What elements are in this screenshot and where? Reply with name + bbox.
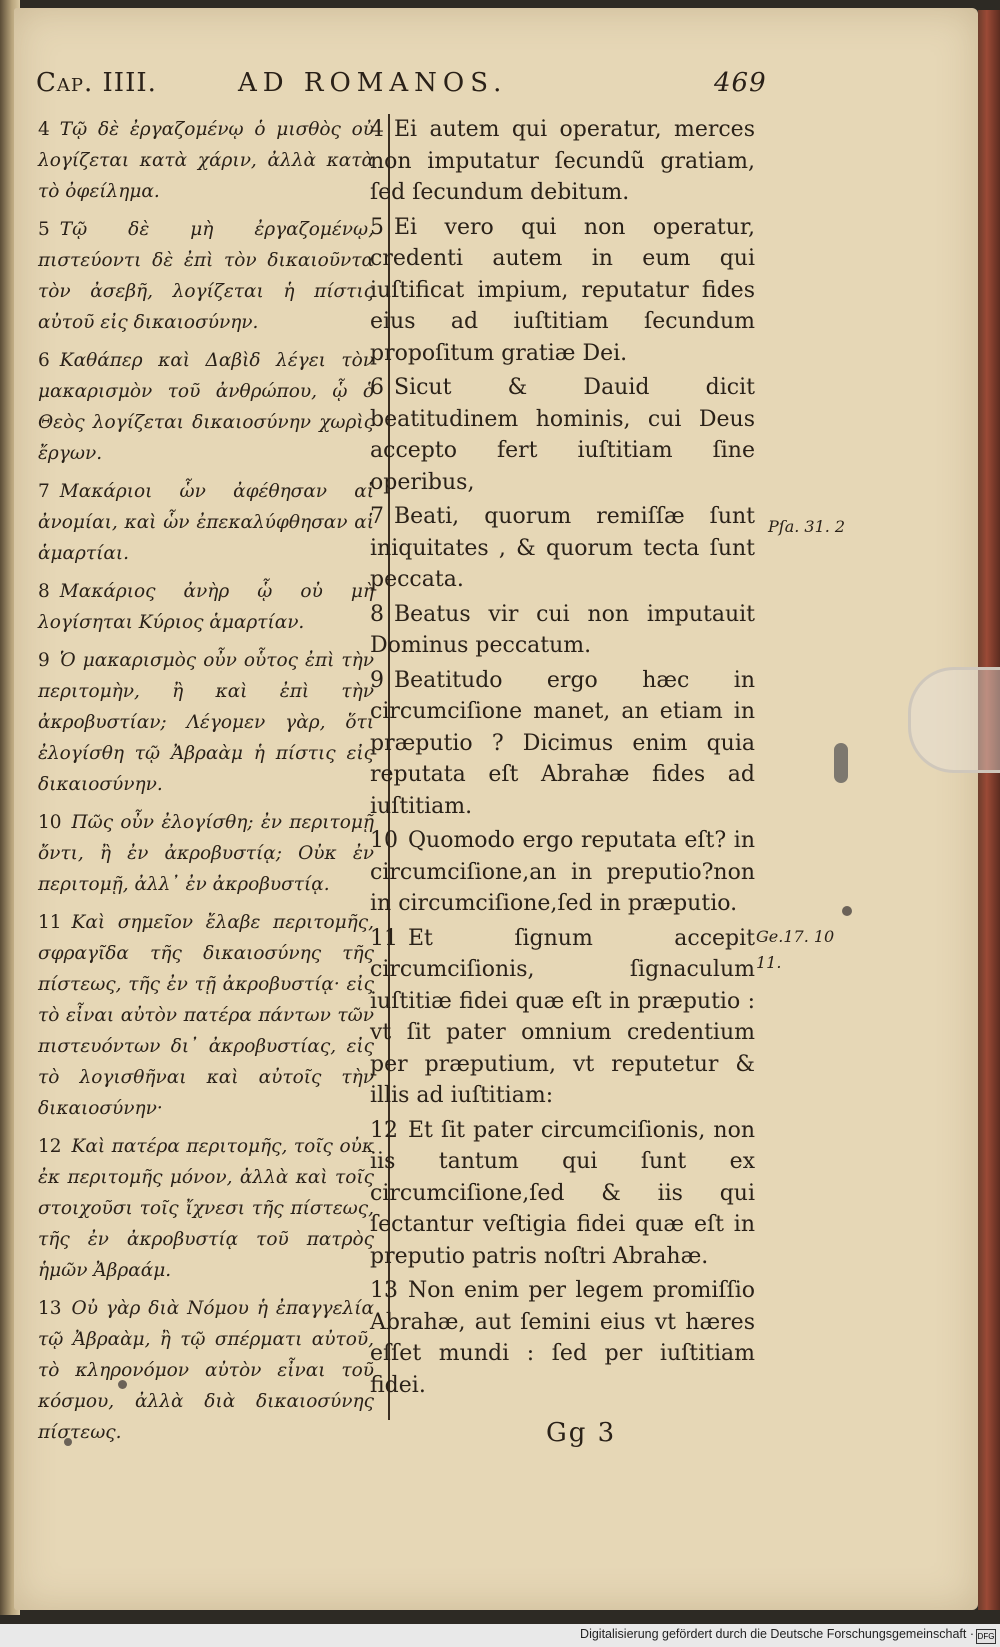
verse-text: Et ſit pater circumciſionis, non iis tantum qui ſunt ex circumciſione,ſed & iis qui ſectantur veſtigia fidei quæ eſt in preputio patris noſtri Abrahæ. (370, 1117, 755, 1269)
verse-text: Μακάριοι ὧν ἀφέθησαν αἱ ἀνομίαι, καὶ ὧν ἐπεκαλύφθησαν αἱ ἁμαρτίαι. (38, 481, 374, 564)
verse-text: Οὐ γὰρ διὰ Νόμου ἡ ἐπαγγελία τῷ Ἀβραὰμ, ἢ τῷ σπέρματι αὐτοῦ, τὸ κληρονόμον αὐτὸν εἶναι τοῦ κόσμου, ἀλλὰ διὰ δικαιοσύνης πίστεως. (38, 1298, 374, 1443)
greek-verse (38, 114, 374, 207)
verse-number: 8 (38, 581, 50, 602)
greek-verse (38, 1131, 374, 1286)
latin-verse (370, 825, 755, 920)
greek-verse (38, 214, 374, 338)
verse-text: Non enim per legem promiſſio Abrahæ, aut ſemini eius vt hæres eſſet mundi : ſed per iuſtitiam fidei. (370, 1278, 755, 1398)
margin-note-genesis-line2: 11. (756, 953, 782, 972)
latin-verse (370, 372, 755, 498)
verse-text: Sicut & Dauid dicit beatitudinem hominis, cui Deus accepto fert iuſtitiam ſine operibus, (370, 375, 755, 495)
verse-number: 4 (38, 119, 50, 140)
latin-verse (370, 114, 755, 209)
verse-text: Ὁ μακαρισμὸς οὖν οὗτος ἐπὶ τὴν περιτομὴν, ἢ καὶ ἐπὶ τὴν ἀκροβυστίαν; Λέγομεν γὰρ, ὅτι ἐλογίσθη τῷ Ἀβραὰμ ἡ πίστις εἰς δικαιοσύνην. (38, 650, 374, 795)
latin-verse (370, 1115, 755, 1273)
footer-credit: Digitalisierung gefördert durch die Deutsche Forschungsgemeinschaft · (580, 1627, 974, 1641)
verse-number: 11 (38, 912, 62, 933)
greek-verse (38, 645, 374, 800)
verse-text: Et ſignum accepit circumciſionis, ſignaculum iuſtitiæ fidei quæ eſt in præputio : vt ſit pater omnium credentium per præputium, vt reputetur & illis ad iuſtitiam: (370, 925, 755, 1108)
verse-number: 11 (370, 925, 398, 951)
verse-text: Beati, quorum remiſſæ ſunt iniquitates , & quorum tecta ſunt peccata. (370, 504, 755, 592)
greek-verse (38, 1293, 374, 1448)
verse-text: Ei autem qui operatur, merces non imputatur ſecundũ gratiam, ſed ſecundum debitum. (370, 117, 755, 205)
verse-number: 4 (370, 117, 384, 142)
latin-verse (370, 923, 755, 1112)
verse-text: Beatitudo ergo hæc in circumciſione manet, an etiam in præputio ? Dicimus enim quia reputata eſt Abrahæ fides ad iuſtitiam. (370, 667, 755, 819)
greek-verse (38, 907, 374, 1124)
verse-number: 10 (370, 828, 398, 853)
greek-verse (38, 345, 374, 469)
verse-number: 8 (370, 601, 384, 627)
greek-verse (38, 476, 374, 569)
verse-number: 9 (370, 667, 384, 693)
verse-number: 10 (38, 812, 62, 833)
verse-number: 9 (38, 650, 50, 671)
verse-text: Μακάριος ἀνὴρ ᾧ οὐ μὴ λογίσηται Κύριος ἁμαρτίαν. (38, 581, 374, 633)
verse-text: Καθάπερ καὶ Δαβὶδ λέγει τὸν μακαρισμὸν τοῦ ἀνθρώπου, ᾧ ὁ Θεὸς λογίζεται δικαιοσύνην χωρὶς ἔργων. (38, 350, 374, 464)
book-right-edge (978, 10, 1000, 1610)
verse-number: 12 (370, 1117, 398, 1143)
latin-verse (370, 665, 755, 823)
verse-number: 6 (38, 350, 50, 371)
ink-stain (834, 743, 848, 783)
latin-verse (370, 599, 755, 662)
margin-note-genesis (756, 924, 834, 976)
margin-note-psalm: Pſa. 31. 2 (768, 517, 846, 536)
verse-text: Πῶς οὖν ἐλογίσθη; ἐν περιτομῇ ὄντι, ἢ ἐν ἀκροβυστίᾳ; Οὐκ ἐν περιτομῇ, ἀλλ᾽ ἐν ἀκροβυστίᾳ. (38, 812, 374, 895)
verse-text: Καὶ σημεῖον ἔλαβε περιτομῆς, σφραγῖδα τῆς δικαιοσύνης τῆς πίστεως, τῆς ἐν τῇ ἀκροβυστίᾳ· εἰς τὸ εἶναι αὐτὸν πατέρα πάντων τῶν πιστευόντων δι᾽ ἀκροβυστίας, εἰς τὸ λογισθῆναι καὶ αὐτοῖς τὴν δικαιοσύνην· (38, 912, 374, 1119)
verse-text: Ei vero qui non operatur, credenti autem in eum qui iuſtificat impium, reputatur fides eius ad iuſtitiam ſecundum propoſitum gratiæ Dei. (370, 214, 755, 366)
dfg-logo-icon: DFG (976, 1629, 996, 1644)
verse-text: Quomodo ergo reputata eſt? in circumciſione,an in preputio?non in circumciſione,ſed in præputio. (370, 828, 755, 916)
verse-text: Beatus vir cui non imputauit Dominus peccatum. (370, 601, 755, 658)
verse-number: 12 (38, 1136, 62, 1157)
latin-verse (370, 212, 755, 370)
greek-column (38, 114, 374, 1455)
verse-text: Τῷ δὲ ἐργαζομένῳ ὁ μισθὸς οὐ λογίζεται κατὰ χάριν, ἀλλὰ κατὰ τὸ ὀφείλημα. (38, 119, 374, 202)
running-head-chapter: Cap. IIII. (36, 68, 157, 98)
latin-verse (370, 501, 755, 596)
latin-column (370, 114, 755, 1404)
ink-stain (842, 906, 852, 916)
verse-text: Τῷ δὲ μὴ ἐργαζομένῳ, πιστεύοντι δὲ ἐπὶ τὸν δικαιοῦντα τὸν ἀσεβῆ, λογίζεται ἡ πίστις αὐτοῦ εἰς δικαιοσύνην. (38, 219, 374, 333)
verse-number: 5 (370, 214, 384, 240)
greek-verse (38, 576, 374, 638)
verse-number: 6 (370, 375, 384, 400)
verse-number: 7 (38, 481, 50, 502)
verse-number: 5 (38, 219, 50, 240)
running-head-title: AD ROMANOS. (238, 68, 508, 98)
margin-note-genesis-line1: Ge.17. 10 (756, 927, 835, 946)
page-number: 469 (714, 68, 767, 98)
signature-mark: Gg 3 (546, 1418, 617, 1448)
verse-number: 13 (38, 1298, 62, 1319)
verse-text: Καὶ πατέρα περιτομῆς, τοῖς οὐκ ἐκ περιτομῆς μόνον, ἀλλὰ καὶ τοῖς στοιχοῦσι τοῖς ἴχνεσι τῆς πίστεως, τῆς ἐν ἀκροβυστίᾳ τοῦ πατρὸς ἡμῶν Ἀβραάμ. (38, 1136, 374, 1281)
footer-bar (0, 1624, 1000, 1647)
verse-number: 7 (370, 504, 384, 529)
latin-verse (370, 1275, 755, 1401)
clasp-loop (908, 667, 1000, 773)
greek-verse (38, 807, 374, 900)
verse-number: 13 (370, 1278, 398, 1303)
